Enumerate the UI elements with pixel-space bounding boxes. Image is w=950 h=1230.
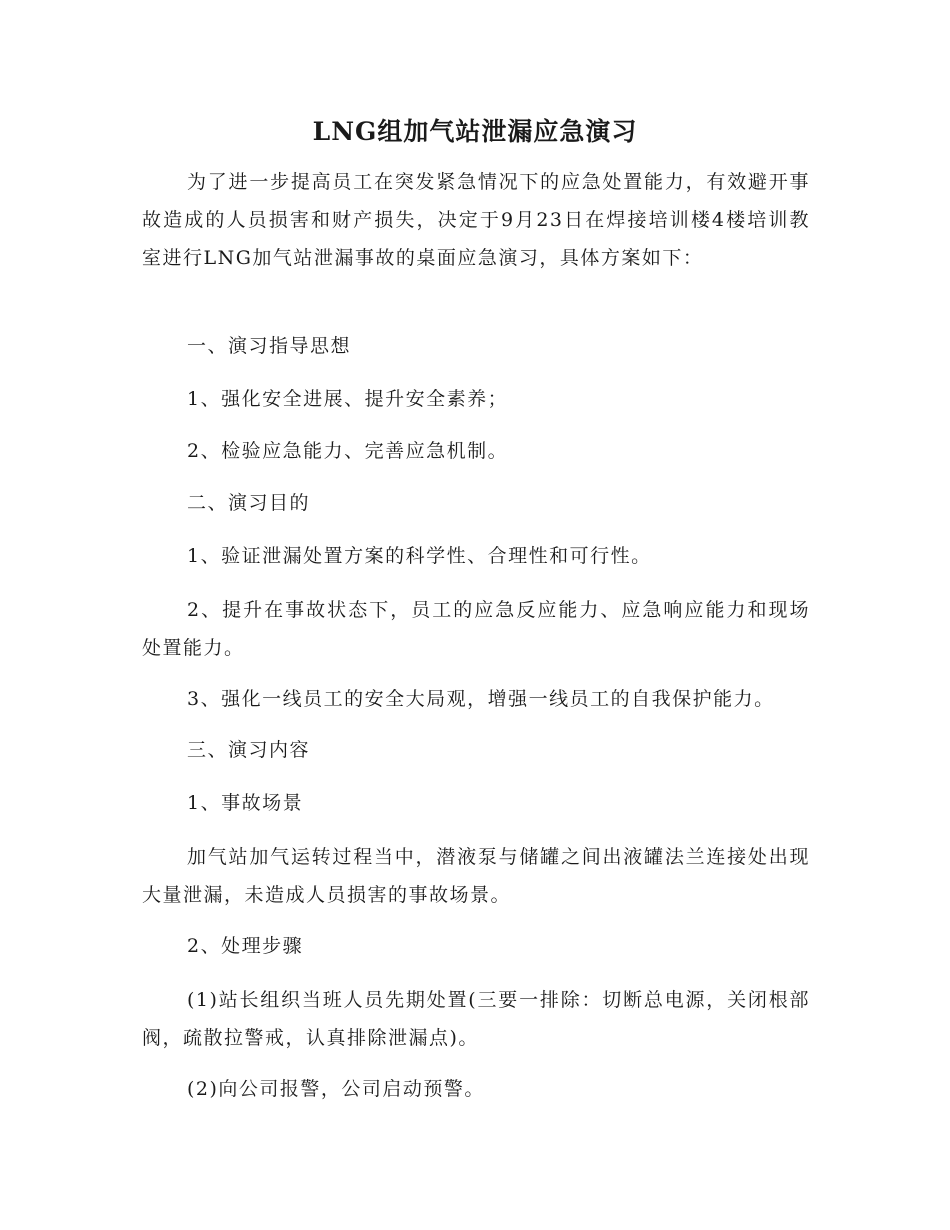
paragraph-step: (2)向公司报警，公司启动预警。 bbox=[187, 1078, 485, 1100]
paragraph-intro: 为了进一步提高员工在突发紧急情况下的应急处置能力，有效避开事故造成的人员损害和财产损失，决定于9月23日在焊接培训楼4楼培训教室进行LNG加气站泄漏事故的桌面应急演习，具体方案如下： bbox=[142, 171, 810, 269]
paragraph-item: 1、验证泄漏处置方案的科学性、合理性和可行性。 bbox=[187, 545, 652, 567]
document-title: LNG组加气站泄漏应急演习 bbox=[312, 117, 638, 146]
paragraph-scenario: 加气站加气运转过程当中，潜液泵与储罐之间出液罐法兰连接处出现大量泄漏，未造成人员损害的事故场景。 bbox=[142, 846, 810, 906]
section-heading-guiding-idea: 一、演习指导思想 bbox=[187, 335, 352, 357]
subheading-scenario: 1、事故场景 bbox=[187, 792, 304, 814]
section-heading-content: 三、演习内容 bbox=[187, 739, 311, 761]
paragraph-item: 3、强化一线员工的安全大局观，增强一线员工的自我保护能力。 bbox=[187, 688, 775, 710]
paragraph-item: 2、提升在事故状态下，员工的应急反应能力、应急响应能力和现场处置能力。 bbox=[142, 599, 810, 659]
paragraph-item: 2、检验应急能力、完善应急机制。 bbox=[187, 440, 509, 462]
subheading-steps: 2、处理步骤 bbox=[187, 935, 304, 957]
paragraph-step: (1)站长组织当班人员先期处置(三要一排除：切断总电源，关闭根部阀，疏散拉警戒，认真排除泄漏点)。 bbox=[142, 989, 810, 1049]
section-heading-purpose: 二、演习目的 bbox=[187, 492, 311, 514]
paragraph-item: 1、强化安全进展、提升安全素养； bbox=[187, 388, 509, 410]
